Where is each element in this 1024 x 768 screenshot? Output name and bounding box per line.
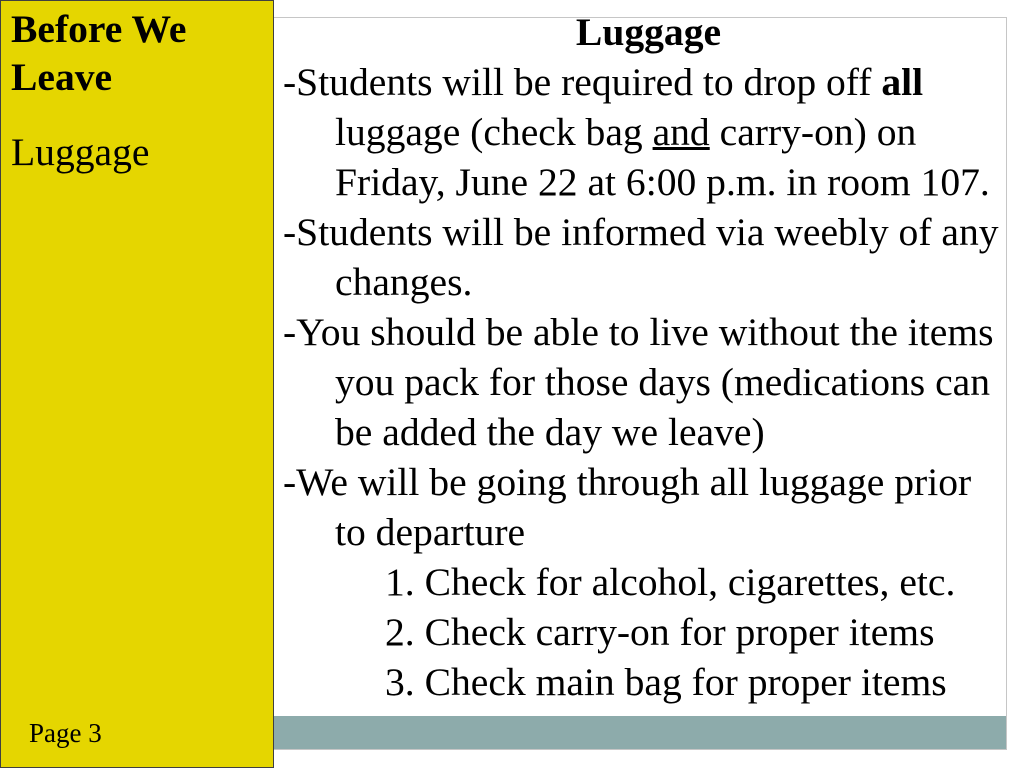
line-text: -Students will be informed via weebly of any (283, 210, 999, 254)
bullet-item (283, 307, 1014, 457)
line-text: changes. (335, 260, 473, 304)
checklist-item: 3. Check main bag for proper items (385, 660, 947, 704)
checklist-item: 2. Check carry-on for proper items (385, 610, 935, 654)
bullet-line (283, 507, 1014, 557)
bullet-line (283, 357, 1014, 407)
bullet-line (283, 157, 1014, 207)
checklist-item: 1. Check for alcohol, cigarettes, etc. (385, 560, 956, 604)
bullet-line (283, 257, 1014, 307)
line-text: -Students will be required to drop off (283, 60, 882, 104)
bullet-line (283, 207, 1014, 257)
line-text: be added the day we leave) (335, 410, 765, 454)
checklist (283, 557, 1014, 707)
bullet-item (283, 457, 1014, 707)
page-number: Page 3 (29, 718, 102, 748)
content-body (283, 7, 1014, 707)
bullet-line (283, 457, 1014, 507)
line-text: to departure (335, 510, 526, 554)
line-text: luggage (check bag (335, 110, 653, 154)
slide-title: Luggage (575, 10, 722, 54)
line-text: -You should be able to live without the items (283, 310, 994, 354)
underlined-emphasis: and (652, 110, 710, 154)
sidebar (0, 0, 274, 768)
bullet-item (283, 57, 1014, 207)
bullet-line (283, 307, 1014, 357)
line-text: carry-on) on (709, 110, 917, 154)
line-text: -We will be going through all luggage prior (283, 460, 972, 504)
section-subtitle: Luggage (11, 130, 150, 174)
section-title: Before We Leave (11, 7, 187, 99)
bullet-line (283, 57, 1014, 107)
bold-emphasis: all (881, 60, 924, 104)
bullet-line (283, 107, 1014, 157)
bullet-item (283, 207, 1014, 307)
line-text: you pack for those days (medications can (335, 360, 991, 404)
footer-bar (274, 716, 1006, 749)
bullet-line (283, 407, 1014, 457)
line-text: Friday, June 22 at 6:00 p.m. in room 107. (335, 160, 990, 204)
